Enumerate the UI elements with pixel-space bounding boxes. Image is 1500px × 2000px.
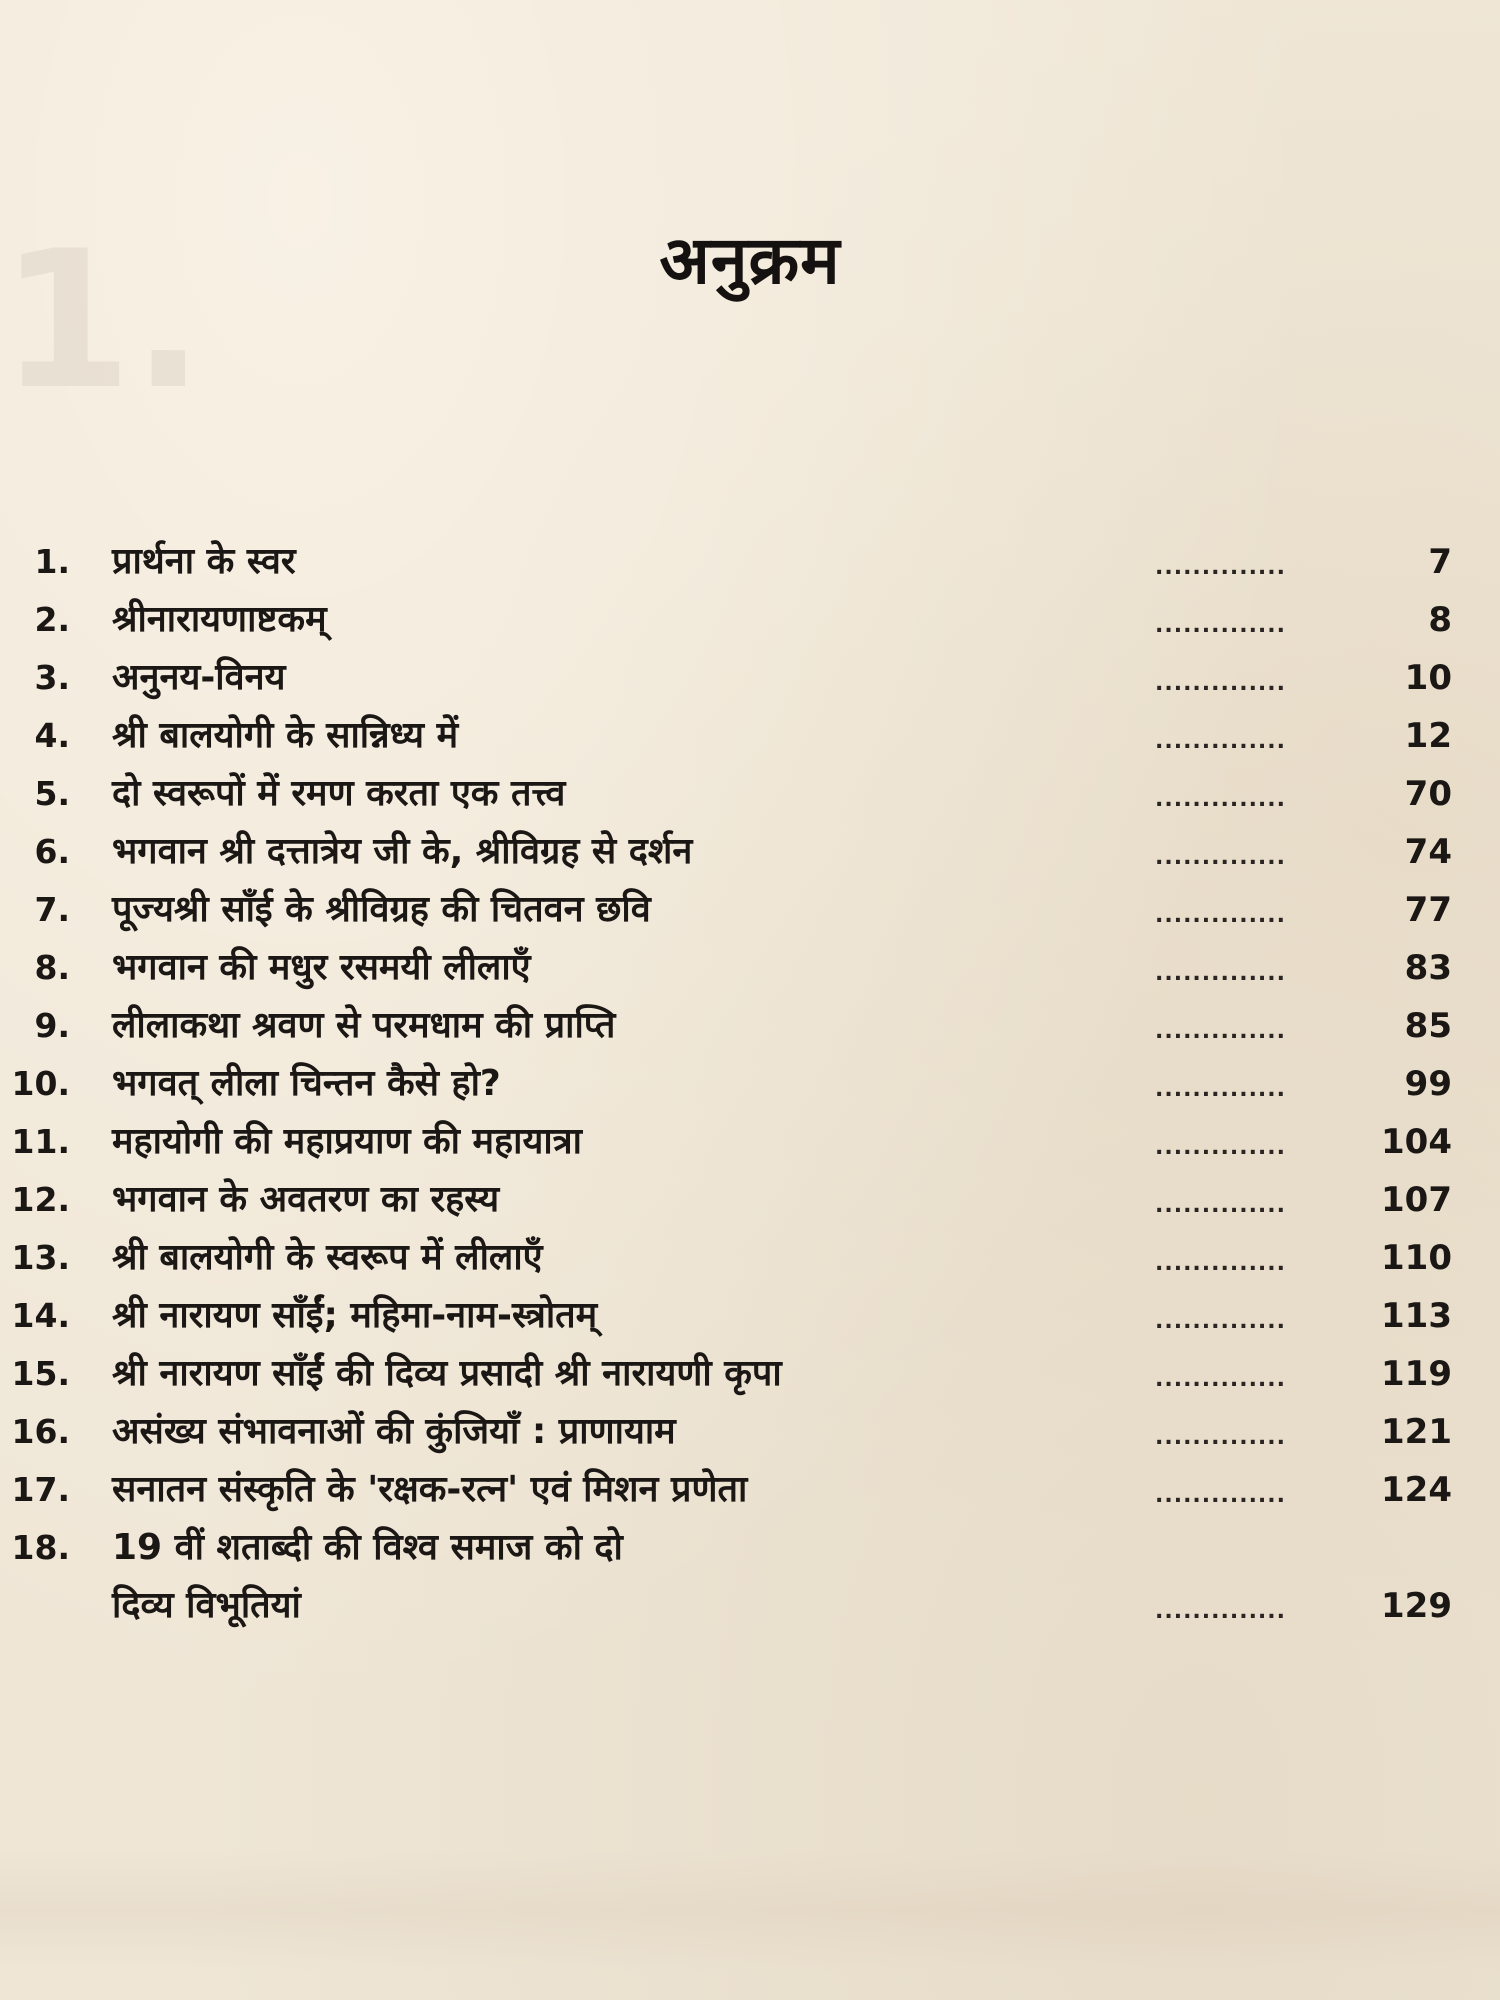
entry-page-number: 83 xyxy=(1404,948,1452,988)
entry-title: दो स्वरूपों में रमण करता एक तत्त्व xyxy=(112,773,566,814)
entry-title: भगवान श्री दत्तात्रेय जी के, श्रीविग्रह से दर्शन xyxy=(112,831,693,872)
entry-number: 16. xyxy=(11,1412,70,1451)
entry-number: 5. xyxy=(34,774,70,813)
entry-page-number: 129 xyxy=(1381,1586,1452,1626)
entry-number: 14. xyxy=(11,1296,70,1335)
entry-page-number: 99 xyxy=(1404,1064,1452,1104)
entry-title: श्री नारायण साँईं; महिमा-नाम-स्त्रोतम् xyxy=(112,1295,598,1336)
toc-entry-5 xyxy=(0,765,1500,823)
entry-number: 6. xyxy=(34,832,70,871)
entry-title: श्री बालयोगी के सान्निध्य में xyxy=(112,715,459,756)
entry-number: 10. xyxy=(11,1064,70,1103)
entry-title: महायोगी की महाप्रयाण की महायात्रा xyxy=(112,1121,582,1162)
dot-leader: .............. xyxy=(1155,903,1287,928)
toc-entry-1 xyxy=(0,533,1500,591)
dot-leader: .............. xyxy=(1155,845,1287,870)
entry-page-number: 8 xyxy=(1428,600,1452,640)
entry-title: असंख्य संभावनाओं की कुंजियाँ : प्राणायाम xyxy=(112,1411,676,1452)
toc-entry-18 xyxy=(0,1519,1500,1635)
entry-page-number: 104 xyxy=(1381,1122,1452,1162)
toc-entry-14 xyxy=(0,1287,1500,1345)
toc-entry-4 xyxy=(0,707,1500,765)
dot-leader: .............. xyxy=(1155,1367,1287,1392)
entry-page-number: 12 xyxy=(1404,716,1452,756)
entry-page-number: 7 xyxy=(1428,542,1452,582)
entry-number: 11. xyxy=(11,1122,70,1161)
toc-entry-12 xyxy=(0,1171,1500,1229)
entry-title: सनातन संस्कृति के 'रक्षक-रत्न' एवं मिशन प्रणेता xyxy=(112,1469,748,1510)
entry-number: 7. xyxy=(34,890,70,929)
entry-number: 4. xyxy=(34,716,70,755)
dot-leader: .............. xyxy=(1155,787,1287,812)
dot-leader: .............. xyxy=(1155,671,1287,696)
toc-entry-11 xyxy=(0,1113,1500,1171)
entry-page-number: 85 xyxy=(1404,1006,1452,1046)
entry-title: भगवान की मधुर रसमयी लीलाएँ xyxy=(112,947,531,988)
dot-leader: .............. xyxy=(1155,1193,1287,1218)
entry-title: भगवान के अवतरण का रहस्य xyxy=(112,1179,500,1220)
entry-number: 13. xyxy=(11,1238,70,1277)
toc-entry-15 xyxy=(0,1345,1500,1403)
entry-title: लीलाकथा श्रवण से परमधाम की प्राप्ति xyxy=(112,1005,616,1046)
toc-entry-3 xyxy=(0,649,1500,707)
toc-entry-17 xyxy=(0,1461,1500,1519)
dot-leader: .............. xyxy=(1155,1077,1287,1102)
entry-page-number: 77 xyxy=(1404,890,1452,930)
entry-title: श्री बालयोगी के स्वरूप में लीलाएँ xyxy=(112,1237,543,1278)
dot-leader: .............. xyxy=(1155,1599,1287,1624)
entry-number: 8. xyxy=(34,948,70,987)
entry-page-number: 70 xyxy=(1404,774,1452,814)
entry-title: भगवत् लीला चिन्तन कैसे हो? xyxy=(112,1063,501,1104)
dot-leader: .............. xyxy=(1155,1425,1287,1450)
entry-title: 19 वीं शताब्दी की विश्व समाज को दो xyxy=(112,1527,623,1568)
dot-leader: .............. xyxy=(1155,729,1287,754)
dot-leader: .............. xyxy=(1155,1251,1287,1276)
paper-shading xyxy=(0,1850,1500,1970)
entry-page-number: 107 xyxy=(1381,1180,1452,1220)
dot-leader: .............. xyxy=(1155,961,1287,986)
entry-number: 12. xyxy=(11,1180,70,1219)
entry-number: 2. xyxy=(34,600,70,639)
entry-title: श्री नारायण साँईं की दिव्य प्रसादी श्री नारायणी कृपा xyxy=(112,1353,782,1394)
entry-page-number: 110 xyxy=(1381,1238,1452,1278)
entry-page-number: 10 xyxy=(1404,658,1452,698)
toc-entry-9 xyxy=(0,997,1500,1055)
entry-number: 17. xyxy=(11,1470,70,1509)
entry-title: पूज्यश्री साँई के श्रीविग्रह की चितवन छवि xyxy=(112,889,651,930)
dot-leader: .............. xyxy=(1155,555,1287,580)
toc-entry-8 xyxy=(0,939,1500,997)
entry-page-number: 74 xyxy=(1404,832,1452,872)
toc-entry-7 xyxy=(0,881,1500,939)
entry-page-number: 113 xyxy=(1381,1296,1452,1336)
dot-leader: .............. xyxy=(1155,1483,1287,1508)
toc-entry-6 xyxy=(0,823,1500,881)
page-title: अनुक्रम xyxy=(659,222,841,299)
entry-number: 9. xyxy=(34,1006,70,1045)
entry-page-number: 124 xyxy=(1381,1470,1452,1510)
entry-title: प्रार्थना के स्वर xyxy=(112,541,296,582)
entry-number: 3. xyxy=(34,658,70,697)
toc-entry-16 xyxy=(0,1403,1500,1461)
entry-number: 15. xyxy=(11,1354,70,1393)
entry-page-number: 121 xyxy=(1381,1412,1452,1452)
show-through-shape: 1. xyxy=(0,210,205,431)
entry-page-number: 119 xyxy=(1381,1354,1452,1394)
entry-title-continued: दिव्य विभूतियां xyxy=(112,1585,301,1626)
entry-number: 18. xyxy=(11,1528,70,1567)
dot-leader: .............. xyxy=(1155,613,1287,638)
entry-number: 1. xyxy=(34,542,70,581)
toc-entry-13 xyxy=(0,1229,1500,1287)
entry-title: श्रीनारायणाष्टकम् xyxy=(112,599,327,640)
dot-leader: .............. xyxy=(1155,1309,1287,1334)
dot-leader: .............. xyxy=(1155,1135,1287,1160)
toc-entry-10 xyxy=(0,1055,1500,1113)
entry-title: अनुनय-विनय xyxy=(112,657,286,698)
toc-entry-2 xyxy=(0,591,1500,649)
dot-leader: .............. xyxy=(1155,1019,1287,1044)
